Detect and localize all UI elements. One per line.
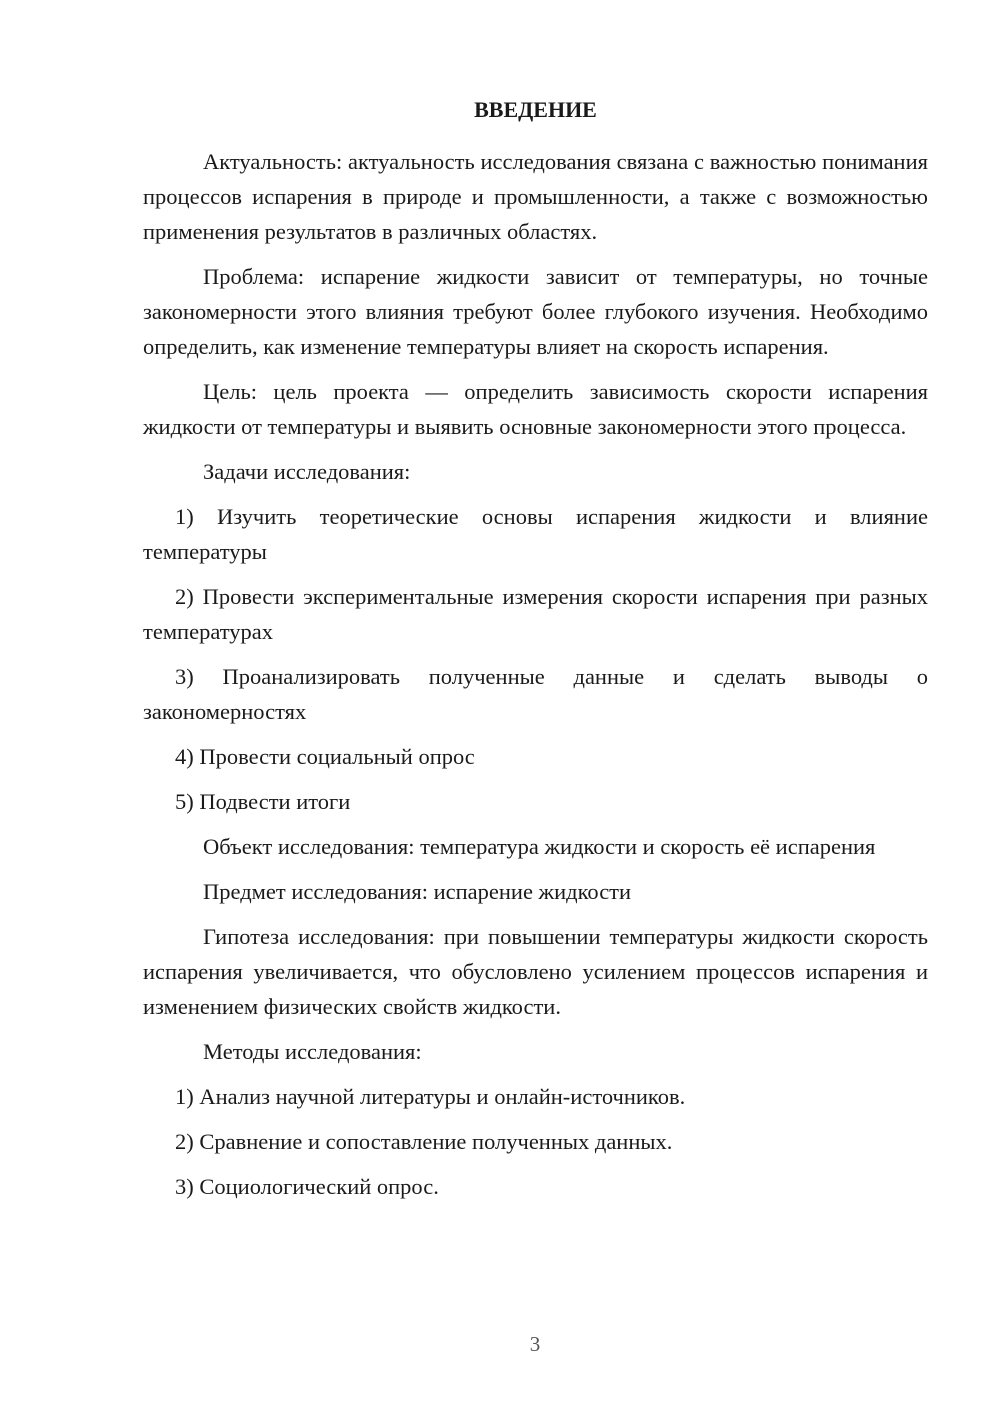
method-item-2: 2) Сравнение и сопоставление полученных данных.	[175, 1129, 673, 1154]
goal-paragraph: Цель: цель проекта — определить зависимость скорости испарения жидкости от температуры и выявить основные закономерности этого процесса.	[143, 379, 928, 439]
document-page	[143, 92, 928, 1214]
task-item-1: 1) Изучить теоретические основы испарения жидкости и влияние температуры	[143, 504, 928, 564]
task-item-2: 2) Провести экспериментальные измерения скорости испарения при разных температурах	[143, 584, 928, 644]
tasks-heading: Задачи исследования:	[203, 459, 411, 484]
method-item-3: 3) Социологический опрос.	[175, 1174, 439, 1199]
task-item-4: 4) Провести социальный опрос	[175, 744, 475, 769]
method-item-1: 1) Анализ научной литературы и онлайн-источников.	[175, 1084, 686, 1109]
relevance-paragraph: Актуальность: актуальность исследования связана с важностью понимания процессов испарения в природе и промышленности, а также с возможностью применения результатов в различных областях.	[143, 149, 928, 244]
methods-heading: Методы исследования:	[203, 1039, 422, 1064]
page-number: 3	[529, 1332, 541, 1356]
subject-paragraph: Предмет исследования: испарение жидкости	[203, 879, 632, 904]
problem-paragraph: Проблема: испарение жидкости зависит от температуры, но точные закономерности этого влияния требуют более глубокого изучения. Необходимо определить, как изменение температуры влияет на скорость испарения.	[143, 264, 928, 359]
task-item-3: 3) Проанализировать полученные данные и сделать выводы о закономерностях	[143, 664, 928, 724]
hypothesis-paragraph: Гипотеза исследования: при повышении температуры жидкости скорость испарения увеличивается, что обусловлено усилением процессов испарения и изменением физических свойств жидкости.	[143, 924, 928, 1019]
document-title: ВВЕДЕНИЕ	[474, 97, 597, 122]
task-item-5: 5) Подвести итоги	[175, 789, 351, 814]
object-paragraph: Объект исследования: температура жидкости и скорость её испарения	[203, 834, 876, 859]
